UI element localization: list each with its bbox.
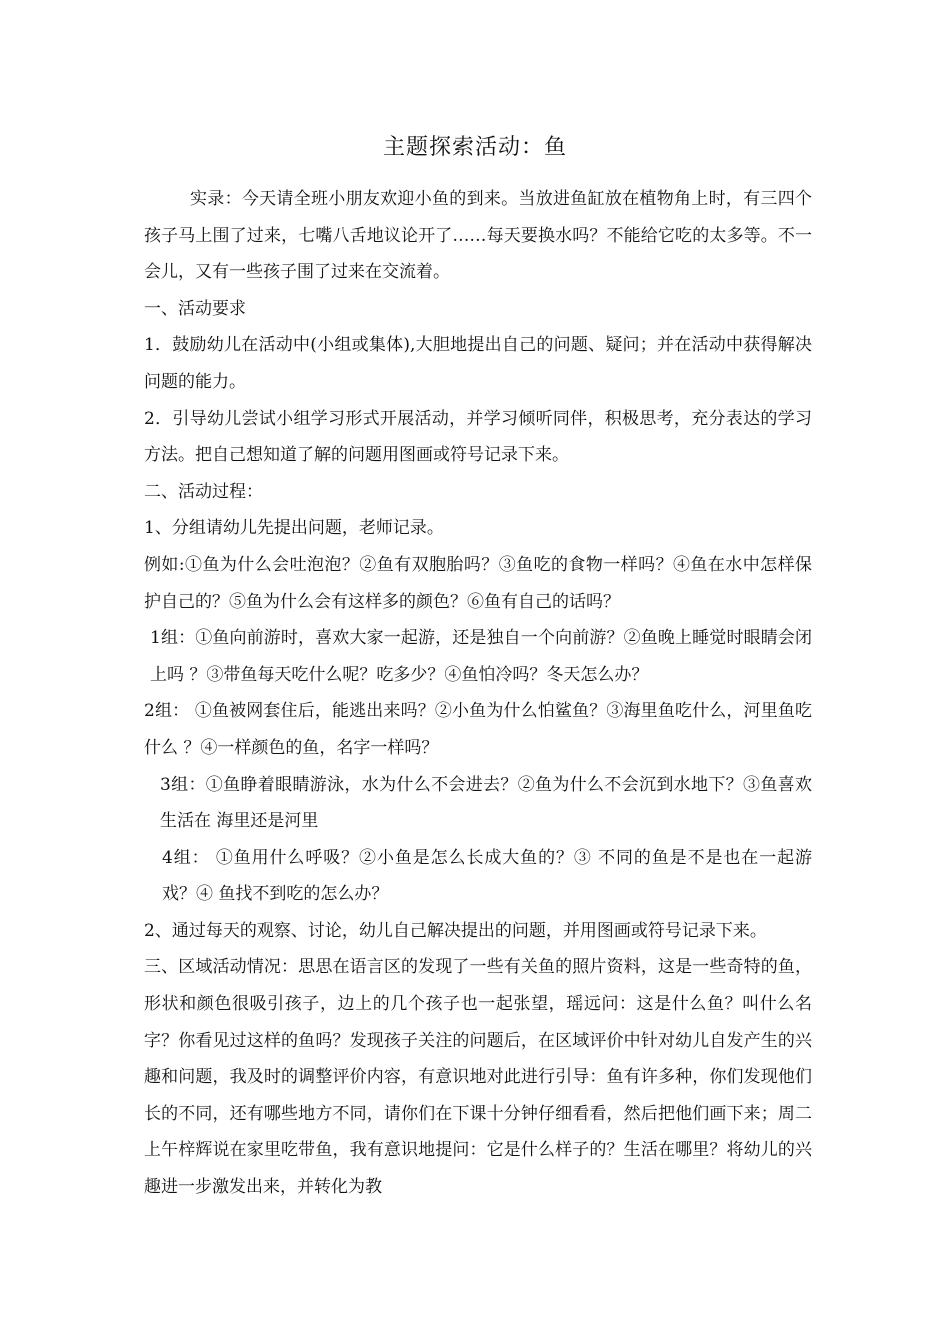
paragraph-requirement-2: 2．引导幼儿尝试小组学习形式开展活动，并学习倾听同伴，积极思考，充分表达的学习方法。把自己想知道了解的问题用图画或符号记录下来。 [144, 408, 812, 466]
paragraph-group-3: 3组：①鱼睁着眼睛游泳，水为什么不会进去？②鱼为什么不会沉到水地下？③鱼喜欢生活在 海里还是河里 [160, 774, 812, 832]
paragraph-process-1: 1、分组请幼儿先提出问题，老师记录。 [144, 518, 444, 539]
paragraph-group-1: 1组：①鱼向前游时，喜欢大家一起游，还是独自一个向前游？②鱼晚上睡觉时眼睛会闭上吗 ？③带鱼每天吃什么呢？吃多少？④鱼怕冷吗？冬天怎么办？ [150, 628, 812, 685]
heading-activity-requirements: 一、活动要求 [144, 298, 246, 319]
heading-activity-process: 二、活动过程： [144, 481, 263, 502]
paragraph-area-activity: 三、区域活动情况：思思在语言区的发现了一些有关鱼的照片资料，这是一些奇特的鱼，形状和颜色很吸引孩子，边上的几个孩子也一起张望，瑶远问：这是什么鱼？叫什么名字？你看见过这样的鱼吗？发现孩子关注的问题后，在区域评价中针对幼儿自发产生的兴趣和问题，我及时的调整评价内容，有意识地对此进行引导：鱼有许多种，你们发现他们长的不同，还有哪些地方不同，请你们在下课十分钟仔细看看，然后把他们画下来；周二上午梓辉说在家里吃带鱼，我有意识地提问：它是什么样子的？生活在哪里？将幼儿的兴趣进一步激发出来，并转化为教 [144, 957, 812, 1198]
paragraph-record: 实录：今天请全班小朋友欢迎小鱼的到来。当放进鱼缸放在植物角上时，有三四个孩子马上围了过来，七嘴八舌地议论开了……每天要换水吗？不能给它吃的太多等。不一会儿，又有一些孩子围了过来在交流着。 [144, 189, 812, 283]
paragraph-group-2: 2组： ①鱼被网套住后，能逃出来吗？②小鱼为什么怕鲨鱼？③海里鱼吃什么，河里鱼吃什么 ？④一样颜色的鱼，名字一样吗？ [144, 701, 812, 758]
document-title: 主题探索活动：鱼 [382, 135, 567, 160]
paragraph-process-2: 2、通过每天的观察、讨论，幼儿自己解决提出的问题，并用图画或符号记录下来。 [144, 920, 767, 941]
paragraph-requirement-1: 1．鼓励幼儿在活动中(小组或集体),大胆地提出自己的问题、疑问；并在活动中获得解决问题的能力。 [144, 335, 812, 392]
paragraph-example-questions: 例如:①鱼为什么会吐泡泡？②鱼有双胞胎吗？③鱼吃的食物一样吗？④鱼在水中怎样保护自己的？⑤鱼为什么会有这样多的颜色？⑥鱼有自己的话吗？ [144, 554, 812, 612]
document-body [144, 181, 812, 1206]
paragraph-group-4: 4组： ①鱼用什么呼吸？②小鱼是怎么长成大鱼的？③ 不同的鱼是不是也在一起游戏？④ 鱼找不到吃的怎么办？ [162, 847, 812, 905]
